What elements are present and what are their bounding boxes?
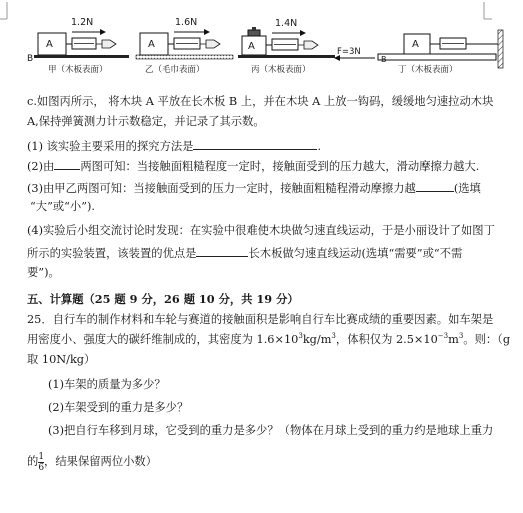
part-c-line1: c.如图丙所示， 将木块 A 平放在长木板 B 上，并在木块 A 上放一钩码，缓缓地匀速拉动木块 [27, 95, 494, 108]
arrow-jia [100, 29, 106, 35]
hand-bing [298, 41, 318, 49]
question-3: (3)由甲乙两图可知：当接触面受到的压力一定时，接触面粗糙程滑动摩擦力越 (选填 [27, 182, 481, 195]
block-label-ding: A [412, 39, 419, 50]
answer-blank-4[interactable] [196, 245, 248, 257]
board-label-jia: B [27, 54, 34, 64]
question-2: (2)由 两图可知：当接触面粗糙程度一定时，接触面受到的压力越大，滑动摩擦力越大. [27, 160, 480, 173]
board-label-ding: B [381, 55, 387, 64]
question-3-line2: “大”或“小”). [30, 200, 95, 213]
wall-ding [498, 30, 503, 68]
answer-blank-3[interactable] [416, 180, 454, 192]
board-bing [238, 55, 335, 58]
force-label-jia: 1.2N [71, 17, 94, 28]
q25-sub3-line2: 的 $\frac{1}{6}$ ，结果保留两位小数） [27, 451, 158, 473]
experiment-figures [0, 0, 523, 85]
q25-sub1: (1)车架的质量为多少？ [48, 378, 166, 391]
board-jia [34, 55, 129, 58]
part-c-line2: A,保持弹簧测力计示数稳定，并记录了其示数。 [27, 115, 265, 128]
caption-jia: 甲（木板表面） [48, 65, 108, 75]
hand-jia [96, 40, 116, 48]
question-4-line2: 所示的实验装置，该装置的优点是 长木板做匀速直线运动(选填“需要”或“不需 [27, 247, 463, 260]
q25-line1: 25．自行车的制作材料和车轮与赛道的接触面积是影响自行车比赛成绩的重要因素。如车架是 [27, 313, 494, 326]
question-1-text: (1) 该实验主要采用的探究方法是 [27, 140, 194, 153]
answer-blank-1[interactable] [193, 138, 317, 150]
section-5-title: 五、计算题（25 题 9 分，26 题 10 分，共 19 分） [27, 292, 299, 306]
q25-sub2: (2)车架受到的重力是多少？ [48, 401, 189, 414]
hand-yi [200, 40, 220, 48]
q25-sub3: (3)把自行车移到月球，它受到的重力是多少？（物体在月球上受到的重力约是地球上重力 [48, 424, 494, 437]
force-label-ding: F=3N [337, 47, 361, 57]
question-1: (1) 该实验主要采用的探究方法是 . [27, 140, 322, 153]
arrow-bing [300, 30, 306, 36]
q25-line3: 取 10N/kg） [27, 353, 96, 366]
caption-ding: 丁（木板表面） [398, 65, 458, 75]
question-4-line3: 要”)。 [27, 266, 60, 279]
caption-bing: 丙（木板表面） [251, 65, 311, 75]
board-ding [378, 54, 496, 60]
force-label-bing: 1.4N [275, 18, 298, 29]
block-label-bing: A [248, 41, 255, 52]
q25-line2: 用密度小、强度大的碳纤维制成的，其密度为 $1.6\times 10^3kg/m^3$，体积仅为 $2.5\times 10^{-3}m^3$。则：（g [27, 332, 511, 346]
arrow-yi [204, 29, 210, 35]
block-label-jia: A [46, 39, 53, 50]
weight-hook-code [248, 30, 260, 36]
force-label-yi: 1.6N [175, 17, 198, 28]
question-4-line1: (4)实验后小组交流讨论时发现：在实验中很难使木块做匀速直线运动，于是小丽设计了如图丁 [27, 224, 495, 237]
caption-yi: 乙（毛巾表面） [145, 65, 205, 75]
fraction-one-sixth: $\frac{1}{6}$ [38, 451, 45, 473]
answer-blank-2[interactable] [54, 158, 80, 170]
towel-board-yi [136, 55, 233, 59]
block-label-yi: A [148, 39, 155, 50]
